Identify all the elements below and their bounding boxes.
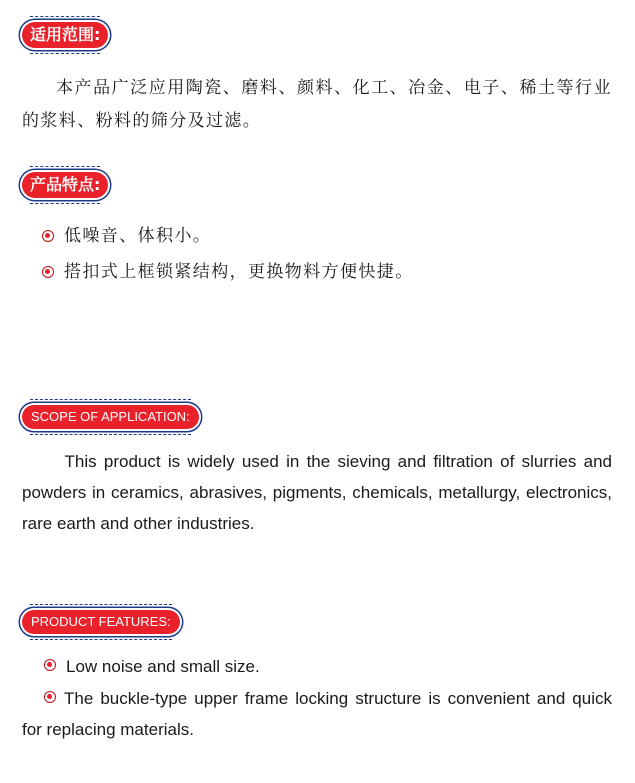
cn-feature-text: 搭扣式上框锁紧结构，更换物料方便快捷。	[64, 262, 414, 282]
en-features-heading: PRODUCT FEATURES:	[22, 610, 180, 634]
bullet-icon	[42, 230, 54, 242]
cn-application-heading: 适用范围:	[22, 22, 108, 48]
cn-application-text: 本产品广泛应用陶瓷、磨料、颜料、化工、冶金、电子、稀土等行业的浆料、粉料的筛分及过滤。	[22, 78, 612, 131]
cn-features-heading: 产品特点:	[22, 172, 108, 198]
en-application-heading: SCOPE OF APPLICATION:	[22, 405, 199, 429]
en-feature-item	[44, 651, 619, 682]
cn-feature-item	[42, 255, 617, 289]
en-feature-text: The buckle-type upper frame locking structure is convenient and quick for replacing materials.	[22, 689, 612, 739]
bullet-icon	[42, 266, 54, 278]
bullet-icon	[44, 691, 56, 703]
en-feature-item	[22, 683, 612, 745]
en-feature-text: Low noise and small size.	[66, 657, 260, 676]
en-application-text: This product is widely used in the sieving and filtration of slurries and powders in ceramics, abrasives, pigments, chemicals, metallurgy, electronics, rare earth and other industries.	[22, 452, 612, 533]
bullet-icon	[44, 659, 56, 671]
cn-feature-item	[42, 219, 617, 253]
cn-feature-text: 低噪音、体积小。	[64, 226, 212, 246]
